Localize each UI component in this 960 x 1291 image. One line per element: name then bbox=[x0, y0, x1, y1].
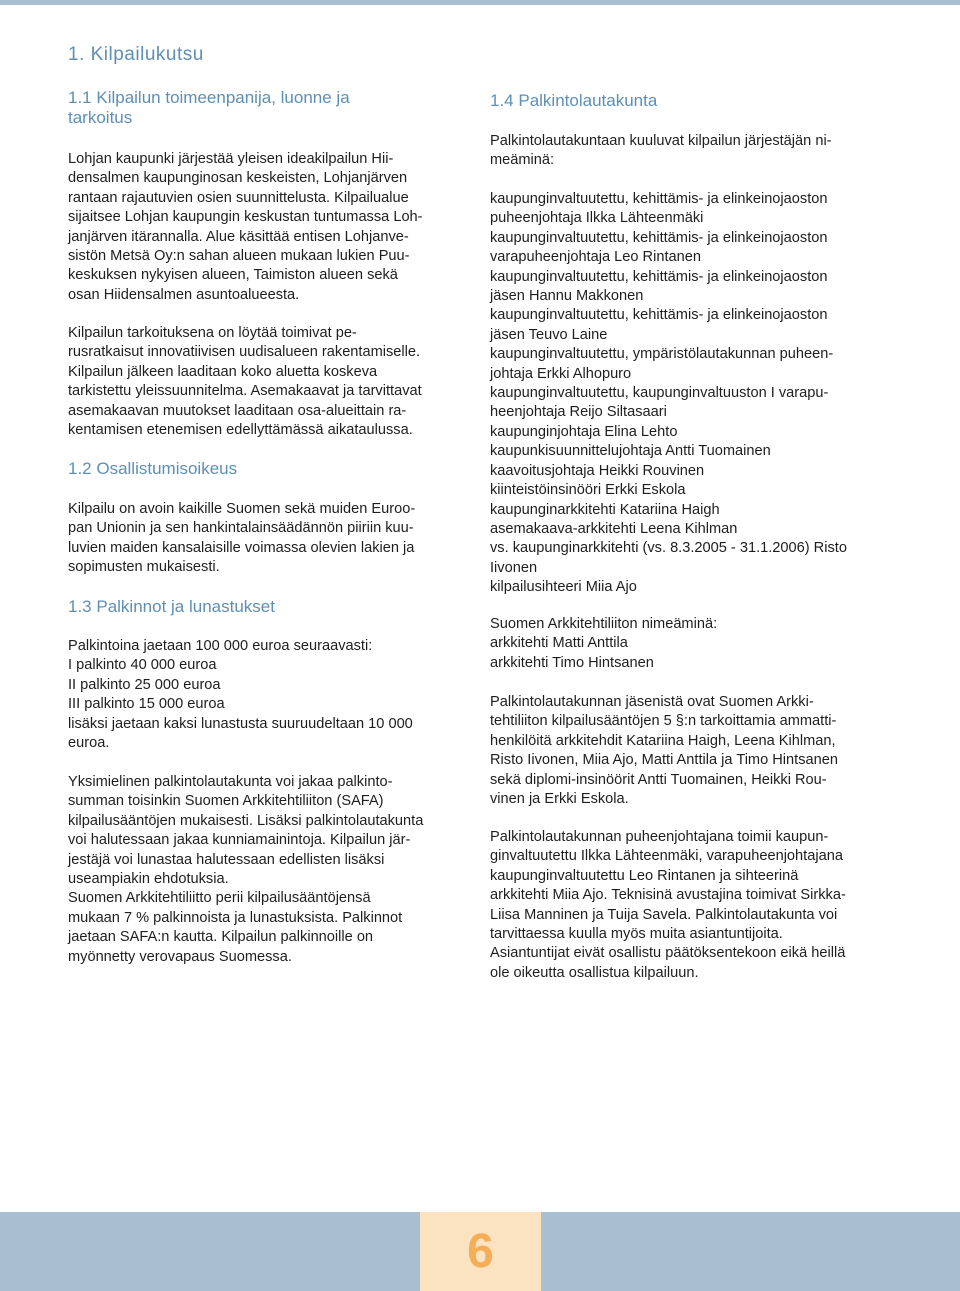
member-line: kaupunginarkkitehti Katariina Haigh bbox=[490, 501, 720, 518]
member-line: heenjohtaja Reijo Siltasaari bbox=[490, 404, 667, 421]
text-line: ole oikeutta osallistua kilpailuun. bbox=[490, 964, 699, 981]
text-line: Risto Iivonen, Miia Ajo, Matti Anttila ja Timo Hintsanen bbox=[490, 752, 838, 769]
text-line: useampiakin ehdotuksia. bbox=[68, 871, 229, 888]
member-line: kaupunginjohtaja Elina Lehto bbox=[490, 423, 678, 440]
member-line: kaupunginvaltuutettu, kaupunginvaltuuston I varapu- bbox=[490, 385, 829, 402]
text-line: kilpailusääntöjen mukaisesti. Lisäksi palkintolautakunta bbox=[68, 812, 424, 829]
member-line: kiinteistöinsinööri Erkki Eskola bbox=[490, 482, 686, 499]
text-line: kentamisen etenemisen edellyttämässä aikataulussa. bbox=[68, 422, 413, 439]
text-line: Kilpailun tarkoituksena on löytää toimivat pe- bbox=[68, 325, 357, 341]
paragraph-purpose bbox=[68, 324, 472, 440]
prize-line: euroa. bbox=[68, 735, 110, 752]
heading-1-3: 1.3 Palkinnot ja lunastukset bbox=[68, 597, 275, 616]
top-rule bbox=[0, 0, 960, 5]
member-line: puheenjohtaja Ilkka Lähteenmäki bbox=[490, 210, 704, 227]
text-line: luvien maiden kansalaisille voimassa olevien lakien ja bbox=[68, 539, 415, 556]
text-line: Lohjan kaupunki järjestää yleisen ideakilpailun Hii- bbox=[68, 151, 394, 167]
text-line: meäminä: bbox=[490, 152, 555, 169]
text-line: myönnetty verovapaus Suomessa. bbox=[68, 948, 292, 965]
member-line: vs. kaupunginarkkitehti (vs. 8.3.2005 - 31.1.2006) Risto bbox=[490, 540, 847, 557]
jury-member-list bbox=[490, 190, 894, 598]
member-line: arkkitehti Matti Anttila bbox=[490, 635, 628, 652]
text-line: keskuksen nykyisen alueen, Taimiston alueen sekä bbox=[68, 267, 398, 284]
member-line: kaavoitusjohtaja Heikki Rouvinen bbox=[490, 462, 705, 479]
member-line: Iivonen bbox=[490, 559, 538, 576]
member-line: Suomen Arkkitehtiliiton nimeäminä: bbox=[490, 616, 718, 632]
text-line: Kilpailun jälkeen laaditaan koko aluetta koskeva bbox=[68, 363, 378, 380]
member-line: johtaja Erkki Alhopuro bbox=[490, 365, 632, 382]
member-line: kaupunkisuunnittelujohtaja Antti Tuomainen bbox=[490, 443, 771, 460]
member-line: kaupunginvaltuutettu, kehittämis- ja elinkeinojaoston bbox=[490, 191, 828, 207]
prize-line: I palkinto 40 000 euroa bbox=[68, 657, 217, 674]
text-line: Palkintolautakunnan jäsenistä ovat Suomen Arkki- bbox=[490, 694, 814, 710]
heading-1-1 bbox=[68, 88, 350, 128]
heading-1-2: 1.2 Osallistumisoikeus bbox=[68, 459, 238, 478]
text-line: tarvittaessa kuulla myös muita asiantuntijoita. bbox=[490, 926, 783, 943]
paragraph-eligibility bbox=[68, 500, 472, 578]
member-line: jäsen Teuvo Laine bbox=[490, 326, 608, 343]
text-line: Liisa Manninen ja Tuija Savela. Palkintolautakunta voi bbox=[490, 906, 838, 923]
member-line: arkkitehti Timo Hintsanen bbox=[490, 654, 654, 671]
heading-1-1-line: tarkoitus bbox=[68, 108, 133, 127]
page-number: 6 bbox=[467, 1225, 494, 1278]
text-line: arkkitehti Miia Ajo. Teknisinä avustajina toimivat Sirkka- bbox=[490, 887, 846, 904]
member-line: jäsen Hannu Makkonen bbox=[490, 288, 644, 305]
member-line: asemakaava-arkkitehti Leena Kihlman bbox=[490, 520, 738, 537]
text-line: Palkintolautakunnan puheenjohtajana toimii kaupun- bbox=[490, 829, 829, 845]
text-line: rantaan rajautuvien osien suunnittelusta. Kilpailualue bbox=[68, 189, 409, 206]
paragraph-organizer bbox=[68, 150, 472, 305]
text-line: sijaitsee Lohjan kaupungin keskustan tuntumassa Loh- bbox=[68, 209, 423, 226]
text-line: summan toisinkin Suomen Arkkitehtiliiton (SAFA) bbox=[68, 793, 384, 810]
text-line: Suomen Arkkitehtiliitto perii kilpailusääntöjensä bbox=[68, 890, 371, 907]
prize-line: Palkintoina jaetaan 100 000 euroa seuraavasti: bbox=[68, 638, 373, 654]
member-line: varapuheenjohtaja Leo Rintanen bbox=[490, 249, 701, 266]
member-line: kaupunginvaltuutettu, kehittämis- ja elinkeinojaoston bbox=[490, 229, 828, 246]
member-line: kilpailusihteeri Miia Ajo bbox=[490, 579, 637, 596]
text-line: jaetaan SAFA:n kautta. Kilpailun palkinnoille on bbox=[68, 929, 374, 946]
paragraph-prizes bbox=[68, 773, 472, 967]
text-line: voi halutessaan jakaa kunniamainintoja. Kilpailun jär- bbox=[68, 832, 411, 849]
member-line: kaupunginvaltuutettu, kehittämis- ja elinkeinojaoston bbox=[490, 307, 828, 324]
text-line: kaupunginvaltuutettu Leo Rintanen ja sihteerinä bbox=[490, 867, 799, 884]
text-line: sopimusten mukaisesti. bbox=[68, 559, 220, 576]
text-line: tarkistettu yleissuunnitelma. Asemakaavat ja tarvittavat bbox=[68, 383, 422, 400]
text-line: osan Hiidensalmen asuntoalueesta. bbox=[68, 286, 300, 303]
prize-line: III palkinto 15 000 euroa bbox=[68, 696, 225, 713]
text-line: Yksimielinen palkintolautakunta voi jakaa palkinto- bbox=[68, 774, 393, 790]
text-line: asemakaavan muutokset laaditaan osa-alueittain ra- bbox=[68, 402, 407, 419]
text-line: sistön Metsä Oy:n sahan alueen mukaan lukien Puu- bbox=[68, 248, 410, 265]
text-line: jestäjä voi lunastaa halutessaan edellisten lisäksi bbox=[68, 851, 385, 868]
section-title: 1. Kilpailukutsu bbox=[68, 44, 204, 65]
text-line: tehtiliiton kilpailusääntöjen 5 §:n tarkoittamia ammatti- bbox=[490, 713, 837, 730]
paragraph-jury-intro bbox=[490, 132, 894, 171]
prize-line: lisäksi jaetaan kaksi lunastusta suuruudeltaan 10 000 bbox=[68, 715, 413, 732]
text-line: ginvaltuutettu Ilkka Lähteenmäki, varapuheenjohtajana bbox=[490, 848, 843, 865]
paragraph-jury-chair bbox=[490, 828, 894, 983]
text-line: mukaan 7 % palkinnoista ja lunastuksista. Palkinnot bbox=[68, 909, 403, 926]
text-line: densalmen kaupunginosan keskeisten, Lohjanjärven bbox=[68, 170, 408, 187]
text-line: Kilpailu on avoin kaikille Suomen sekä muiden Euroo- bbox=[68, 501, 416, 517]
safa-member-list bbox=[490, 615, 894, 673]
text-line: pan Unionin ja sen hankintalainsäädännön piiriin kuu- bbox=[68, 520, 414, 537]
member-line: kaupunginvaltuutettu, kehittämis- ja elinkeinojaoston bbox=[490, 268, 828, 285]
text-line: janjärven itärannalla. Alue käsittää entisen Lohjanve- bbox=[68, 228, 409, 245]
text-line: vinen ja Erkki Eskola. bbox=[490, 791, 629, 808]
text-line: Palkintolautakuntaan kuuluvat kilpailun järjestäjän ni- bbox=[490, 133, 832, 149]
text-line: rusratkaisut innovatiivisen uudisalueen rakentamiselle. bbox=[68, 344, 421, 361]
text-line: sekä diplomi-insinöörit Antti Tuomainen, Heikki Rou- bbox=[490, 771, 827, 788]
prize-list bbox=[68, 637, 472, 753]
paragraph-jury-professionals bbox=[490, 693, 894, 809]
member-line: kaupunginvaltuutettu, ympäristölautakunnan puheen- bbox=[490, 346, 834, 363]
text-line: henkilöitä arkkitehdit Katariina Haigh, Leena Kihlman, bbox=[490, 732, 836, 749]
heading-1-1-line: 1.1 Kilpailun toimeenpanija, luonne ja bbox=[68, 88, 350, 107]
prize-line: II palkinto 25 000 euroa bbox=[68, 676, 221, 693]
heading-1-4: 1.4 Palkintolautakunta bbox=[490, 91, 658, 110]
text-line: Asiantuntijat eivät osallistu päätöksentekoon eikä heillä bbox=[490, 945, 846, 962]
